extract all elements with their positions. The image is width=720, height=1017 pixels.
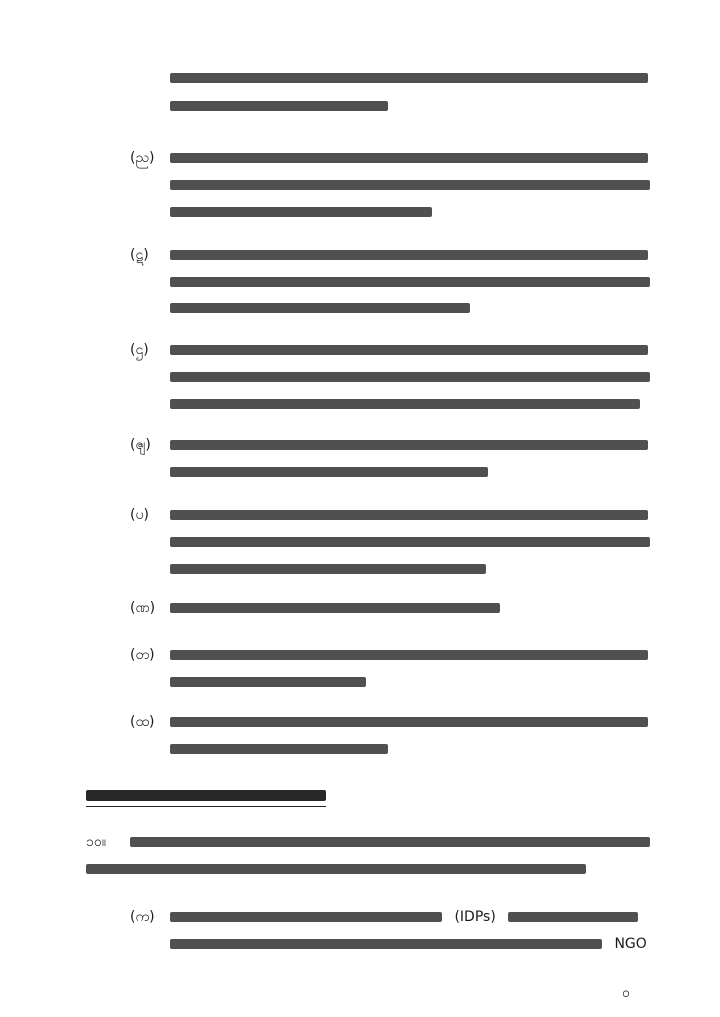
item-marker: (ဏ) xyxy=(130,600,156,616)
burmese-text-bar xyxy=(170,467,488,477)
item-marker: (ဋ) xyxy=(130,247,149,263)
burmese-text-bar xyxy=(170,677,366,687)
text-line xyxy=(170,68,648,88)
burmese-text-bar xyxy=(170,372,650,382)
burmese-text-bar xyxy=(170,939,602,949)
burmese-text-bar xyxy=(170,101,388,111)
burmese-text-bar xyxy=(170,912,442,922)
burmese-text-bar xyxy=(170,440,648,450)
burmese-text-bar xyxy=(170,537,650,547)
burmese-text-bar xyxy=(170,717,648,727)
burmese-text-bar xyxy=(170,180,650,190)
section-heading xyxy=(86,785,326,807)
item-marker: (ပ) xyxy=(130,507,149,523)
text-line xyxy=(170,96,388,116)
burmese-text-bar xyxy=(170,207,432,217)
burmese-text-bar xyxy=(508,912,638,922)
burmese-text-bar xyxy=(170,277,650,287)
clause-number: ၁၀။ xyxy=(86,834,106,850)
item-marker: (က) xyxy=(130,909,155,925)
burmese-text-bar xyxy=(170,153,648,163)
idps-text: (IDPs) xyxy=(454,909,496,925)
item-marker: (ထ) xyxy=(130,714,155,730)
burmese-text-bar xyxy=(170,73,648,83)
burmese-heading-bar xyxy=(86,790,326,801)
ngo-text: NGO xyxy=(614,936,647,952)
burmese-text-bar xyxy=(170,744,388,754)
burmese-text-bar xyxy=(170,303,470,313)
page-number: ၀ xyxy=(622,985,630,1001)
item-marker: (ည) xyxy=(130,150,155,166)
burmese-text-bar xyxy=(86,864,586,874)
burmese-text-bar xyxy=(170,345,648,355)
heading-underline xyxy=(86,806,326,807)
item-marker: (ဌ) xyxy=(130,342,149,358)
burmese-text-bar xyxy=(170,650,648,660)
item-marker: (ၛ) xyxy=(130,437,151,453)
burmese-text-bar xyxy=(130,837,650,847)
burmese-text-bar xyxy=(170,399,640,409)
item-marker: (တ) xyxy=(130,647,155,663)
burmese-text-bar xyxy=(170,564,486,574)
burmese-text-bar xyxy=(170,250,648,260)
burmese-text-bar xyxy=(170,510,648,520)
burmese-text-bar xyxy=(170,603,500,613)
